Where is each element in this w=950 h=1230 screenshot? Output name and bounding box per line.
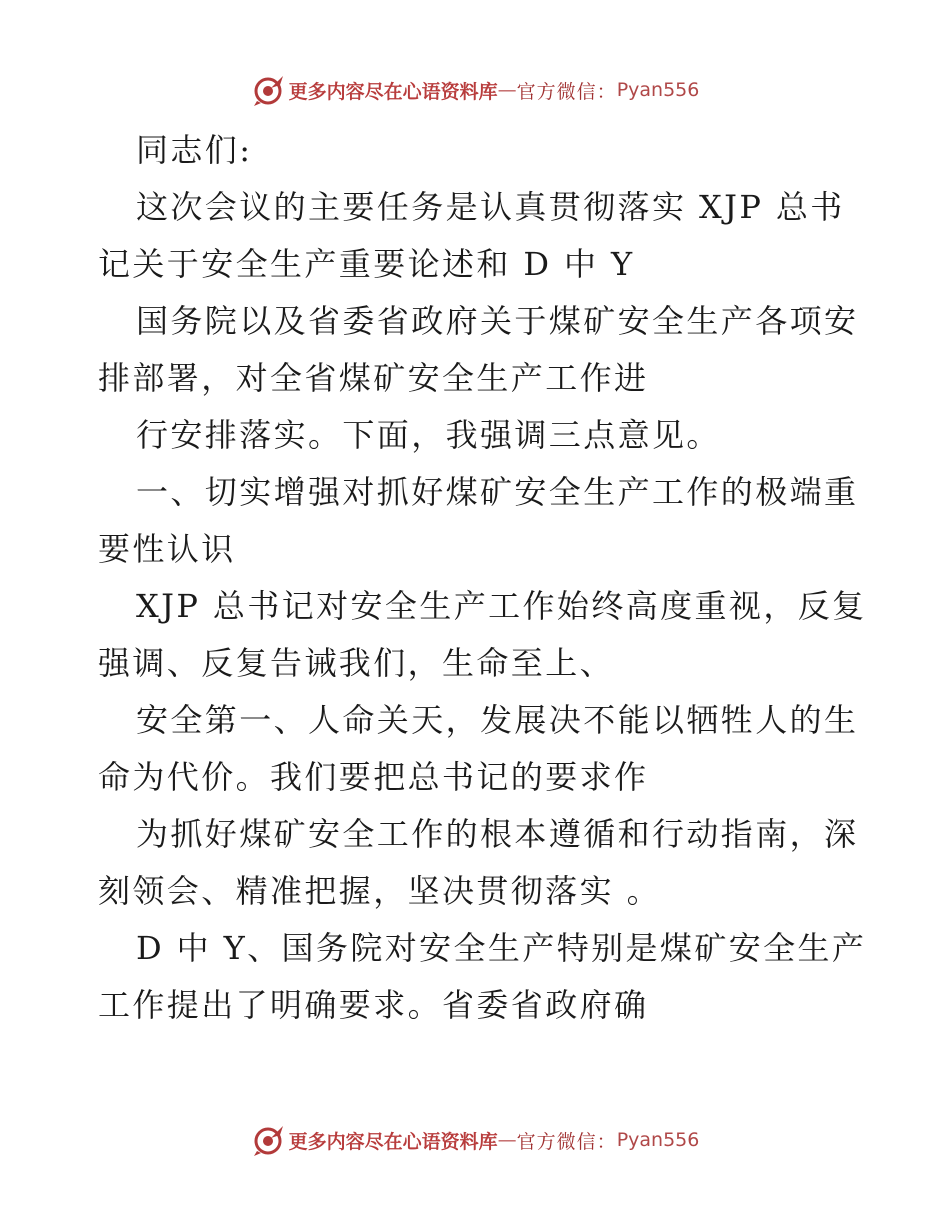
- text-line: 一、切实增强对抓好煤矿安全生产工作的极端重: [136, 473, 859, 511]
- quill-logo-icon: [251, 1123, 285, 1157]
- quill-logo-icon: [251, 73, 285, 107]
- footer-watermark-banner: [0, 1120, 950, 1160]
- document-body: [98, 122, 867, 1034]
- text-line: D 中 Y、国务院对安全生产特别是煤矿安全生产: [136, 929, 867, 967]
- text-line: 这次会议的主要任务是认真贯彻落实 XJP 总书: [136, 188, 845, 226]
- banner-wechat-id: Pyan556: [616, 1129, 700, 1151]
- text-line: 记关于安全生产重要论述和 D 中 Y: [98, 245, 635, 283]
- text-line: 命为代价。我们要把总书记的要求作: [98, 758, 649, 796]
- text-line: 工作提出了明确要求。省委省政府确: [98, 986, 649, 1024]
- header-watermark-banner: [0, 70, 950, 110]
- text-line: 排部署，对全省煤矿安全生产工作进: [98, 359, 649, 397]
- banner-wechat-id: Pyan556: [616, 79, 700, 101]
- text-line: 国务院以及省委省政府关于煤矿安全生产各项安: [136, 302, 859, 340]
- banner-main-text: 更多内容尽在心语资料库: [288, 80, 498, 103]
- banner-official-label: 官方微信：: [516, 80, 617, 103]
- banner-dash: —: [497, 1129, 517, 1151]
- banner-main-text: 更多内容尽在心语资料库: [288, 1130, 498, 1153]
- text-line: 为抓好煤矿安全工作的根本遵循和行动指南，深: [136, 815, 859, 853]
- text-line: XJP 总书记对安全生产工作始终高度重视，反复: [136, 587, 867, 625]
- text-line: 要性认识: [98, 530, 236, 568]
- banner-official-label: 官方微信：: [516, 1130, 617, 1153]
- text-line: 行安排落实。下面，我强调三点意见。: [136, 416, 721, 454]
- banner-dash: —: [497, 79, 517, 101]
- text-line: 刻领会、精准把握，坚决贯彻落实 。: [98, 872, 661, 910]
- text-line: 同志们:: [136, 131, 253, 169]
- text-line: 强调、反复告诫我们，生命至上、: [98, 644, 615, 682]
- text-line: 安全第一、人命关天，发展决不能以牺牲人的生: [136, 701, 859, 739]
